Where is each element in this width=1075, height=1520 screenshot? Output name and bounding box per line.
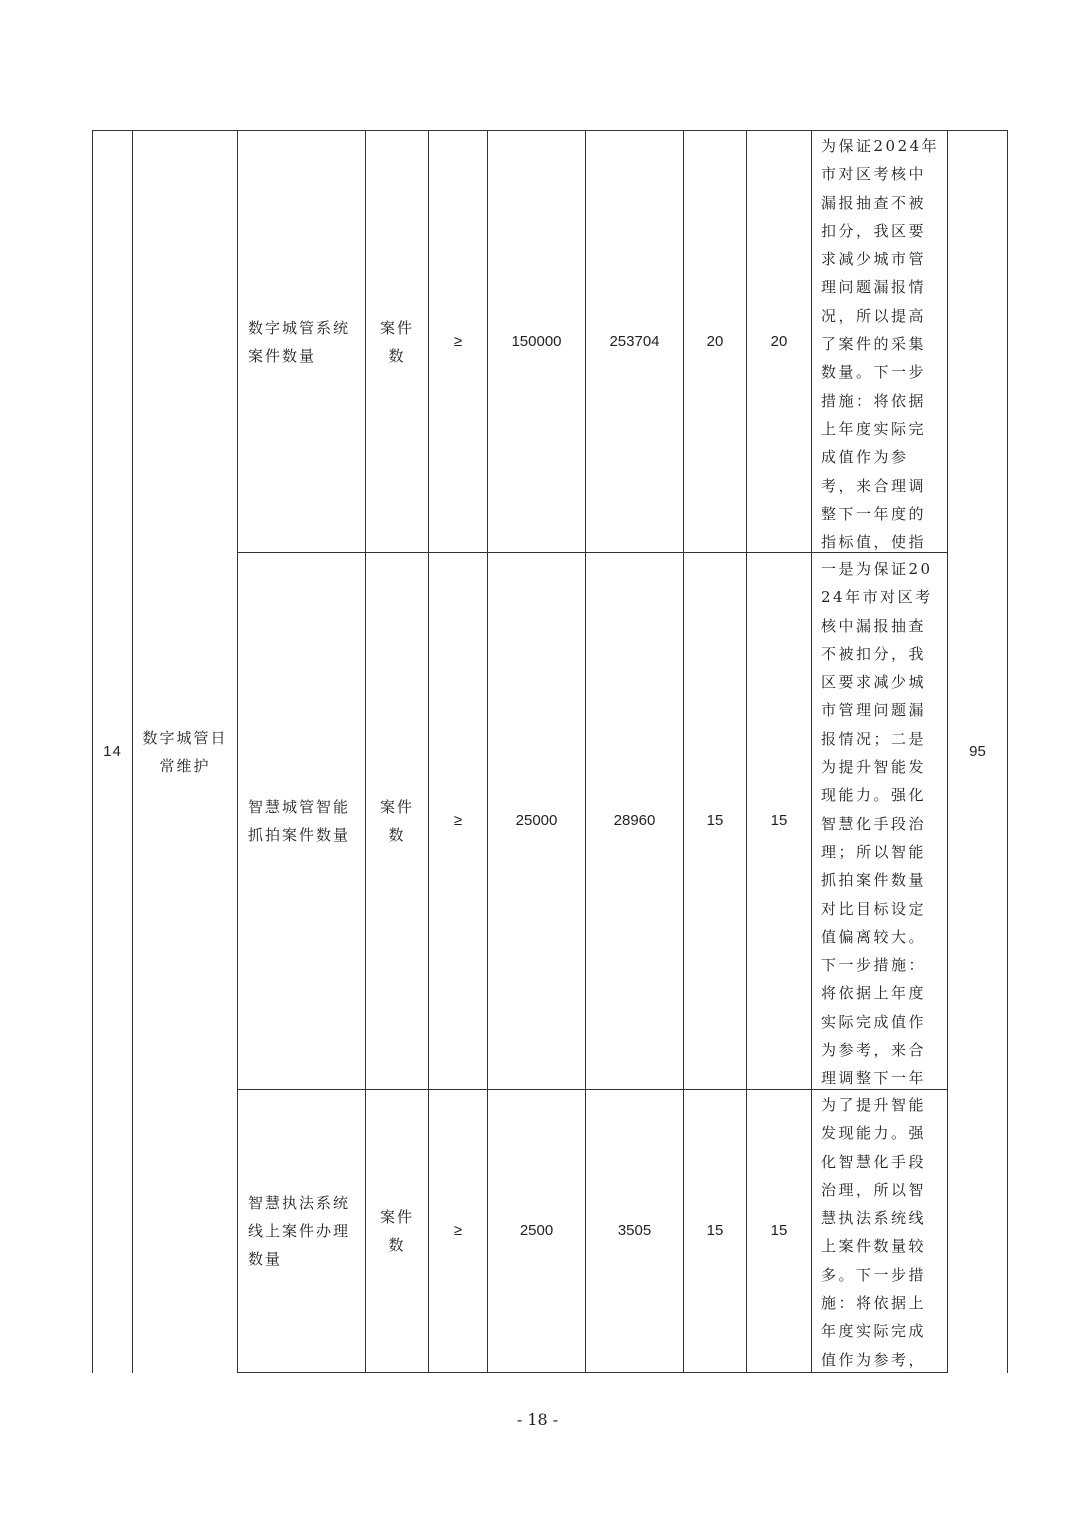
indicator-remark: 一是为保证2024年市对区考核中漏报抽查不被扣分，我区要求减少城市管理问题漏报情况；二是为提升智能发现能力。强化智慧化手段治理；所以智能抓拍案件数量对比目标设定值偏离较大。下一步措施：将依据上年度实际完成值作为参考，来合理调整下一年 bbox=[821, 560, 933, 1087]
indicator-operator: ≥ bbox=[453, 332, 463, 350]
column-divider bbox=[132, 130, 133, 1373]
indicator-name: 数字城管系统案件数量 bbox=[248, 318, 351, 365]
total-score: 95 bbox=[969, 742, 986, 760]
indicator-operator: ≥ bbox=[453, 1222, 463, 1239]
indicator-unit: 案件数 bbox=[379, 798, 414, 844]
indicator-target: 25000 bbox=[515, 812, 558, 829]
indicator-operator: ≥ bbox=[453, 812, 463, 829]
indicator-name: 智慧城管智能抓拍案件数量 bbox=[248, 798, 351, 844]
column-divider bbox=[365, 130, 366, 1373]
column-divider bbox=[237, 130, 238, 1373]
indicator-weight: 20 bbox=[706, 332, 724, 350]
indicator-weight: 15 bbox=[706, 1222, 724, 1239]
indicator-target: 150000 bbox=[511, 332, 562, 350]
indicator-name: 智慧执法系统线上案件办理数量 bbox=[248, 1194, 351, 1268]
indicator-target: 2500 bbox=[519, 1222, 554, 1239]
indicator-actual: 28960 bbox=[613, 812, 656, 829]
indicator-unit: 案件数 bbox=[379, 318, 414, 365]
page-number: - 18 - bbox=[516, 1410, 559, 1429]
indicator-remark: 为保证2024年市对区考核中漏报抽查不被扣分，我区要求减少城市管理问题漏报情况，所以提高了案件的采集数量。下一步措施：将依据上年度实际完成值作为参考，来合理调整下一年度的指标值，使指 bbox=[821, 137, 940, 551]
indicator-remark: 为了提升智能发现能力。强化智慧化手段治理，所以智慧执法系统线上案件数量较多。下一步措施：将依据上年度实际完成值作为参考， bbox=[821, 1096, 927, 1369]
column-divider bbox=[811, 130, 812, 1373]
indicator-actual: 253704 bbox=[609, 332, 660, 350]
indicator-score: 20 bbox=[770, 332, 788, 350]
indicator-score: 15 bbox=[770, 1222, 788, 1239]
table-border-right bbox=[1007, 130, 1008, 1373]
indicator-weight: 15 bbox=[706, 812, 724, 829]
indicator-actual: 3505 bbox=[617, 1222, 652, 1239]
row-index: 14 bbox=[103, 742, 122, 760]
indicator-unit: 案件数 bbox=[379, 1208, 414, 1254]
indicator-score: 15 bbox=[770, 812, 788, 829]
row-divider bbox=[237, 1372, 947, 1373]
project-name: 数字城管日常维护 bbox=[142, 728, 228, 775]
